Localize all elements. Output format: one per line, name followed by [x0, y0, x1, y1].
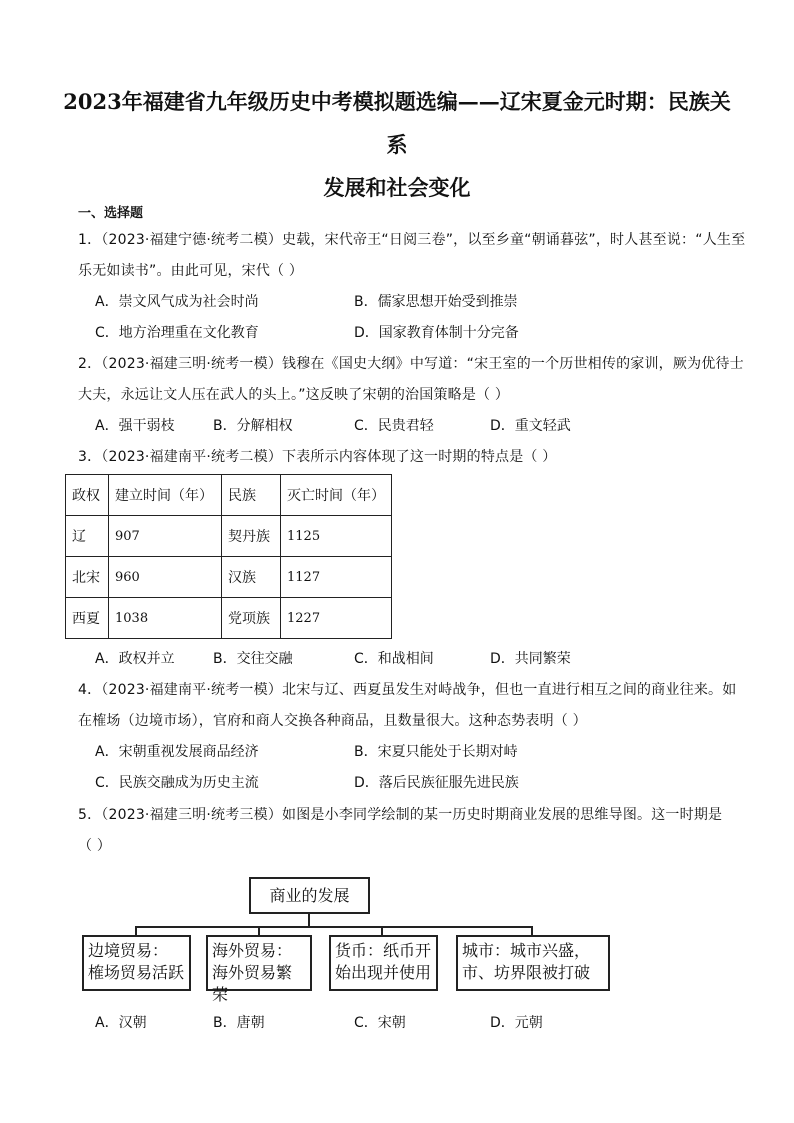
mindmap-branch-line: 边境贸易： [88, 941, 169, 960]
section-heading: 一、选择题 [78, 206, 144, 221]
q5-stem-line-2: （ ） [78, 838, 112, 854]
table-header-cell: 民族 [222, 475, 281, 516]
mindmap-branch-overseas-trade [206, 935, 312, 1004]
mindmap-root-label: 商业的发展 [269, 886, 350, 905]
q1-option-d[interactable]: D．国家教育体制十分完备 [354, 325, 519, 341]
q2-option-a[interactable]: A．强干弱枝 [95, 418, 175, 434]
q2-stem-line-1: 2．（2023·福建三明·统考一模）钱穆在《国史大纲》中写道：“宋王室的一个历世相传的家训，厥为优待士 [78, 356, 744, 372]
q5-option-b[interactable]: B．唐朝 [213, 1015, 265, 1031]
regime-table [65, 474, 392, 639]
q5-option-a[interactable]: A．汉朝 [95, 1015, 147, 1031]
table-cell: 907 [109, 516, 222, 557]
q3-option-b[interactable]: B．交往交融 [213, 651, 293, 667]
table-cell: 西夏 [66, 598, 109, 639]
table-cell: 汉族 [222, 557, 281, 598]
q4-stem-line-1: 4．（2023·福建南平·统考一模）北宋与辽、西夏虽发生对峙战争，但也一直进行相互之间的商业往来。如 [78, 682, 737, 698]
table-cell: 辽 [66, 516, 109, 557]
mindmap-branch-line: 海外贸易： [212, 941, 293, 960]
table-header-row [66, 475, 392, 516]
q1-option-c[interactable]: C．地方治理重在文化教育 [95, 325, 259, 341]
q5-stem-line-1: 5．（2023·福建三明·统考三模）如图是小李同学绘制的某一历史时期商业发展的思维导图。这一时期是 [78, 807, 723, 823]
q5-option-d[interactable]: D．元朝 [490, 1015, 543, 1031]
table-header-cell: 灭亡时间（年） [281, 475, 392, 516]
table-header-cell: 建立时间（年） [109, 475, 222, 516]
table-row [66, 598, 392, 639]
mindmap-branch-line: 榷场贸易活跃 [88, 963, 185, 982]
q4-option-c[interactable]: C．民族交融成为历史主流 [95, 775, 259, 791]
table-row [66, 516, 392, 557]
title-line-2: 发展和社会变化 [323, 175, 471, 200]
table-cell: 北宋 [66, 557, 109, 598]
mindmap-branch-line: 货币：纸币开 [335, 941, 432, 960]
q3-option-c[interactable]: C．和战相间 [354, 651, 434, 667]
table-cell: 1125 [281, 516, 392, 557]
mindmap-branch-currency [329, 935, 438, 991]
q2-stem-line-2: 大夫，永远让文人压在武人的头上。”这反映了宋朝的治国策略是（ ） [78, 387, 510, 403]
table-cell: 1127 [281, 557, 392, 598]
q3-option-d[interactable]: D．共同繁荣 [490, 651, 571, 667]
q2-option-d[interactable]: D．重文轻武 [490, 418, 571, 434]
mindmap-branch-line: 始出现并使用 [335, 963, 432, 982]
q1-stem-line-2: 乐无如读书”。由此可见，宋代（ ） [78, 263, 304, 279]
mindmap-branch-line: 城市：城市兴盛， [462, 941, 591, 960]
mindmap-branch-line: 市、坊界限被打破 [462, 963, 591, 982]
q3-stem-line-1: 3．（2023·福建南平·统考二模）下表所示内容体现了这一时期的特点是（ ） [78, 449, 557, 465]
q3-option-a[interactable]: A．政权并立 [95, 651, 175, 667]
document-title [60, 80, 734, 209]
q4-stem-line-2: 在榷场（边境市场），官府和商人交换各种商品，且数量很大。这种态势表明（ ） [78, 713, 587, 729]
title-line-1: 2023年福建省九年级历史中考模拟题选编——辽宋夏金元时期：民族关系 [63, 89, 731, 157]
q4-option-d[interactable]: D．落后民族征服先进民族 [354, 775, 519, 791]
q2-option-c[interactable]: C．民贵君轻 [354, 418, 434, 434]
mindmap-branch-border-trade [82, 935, 191, 991]
q5-option-c[interactable]: C．宋朝 [354, 1015, 406, 1031]
mindmap-branch-city [456, 935, 610, 991]
mindmap-branch-line: 海外贸易繁荣 [212, 963, 293, 1004]
table-cell: 1227 [281, 598, 392, 639]
table-cell: 党项族 [222, 598, 281, 639]
q1-option-a[interactable]: A．崇文风气成为社会时尚 [95, 294, 259, 310]
q1-option-b[interactable]: B．儒家思想开始受到推崇 [354, 294, 518, 310]
q2-option-b[interactable]: B．分解相权 [213, 418, 293, 434]
table-cell: 1038 [109, 598, 222, 639]
table-cell: 契丹族 [222, 516, 281, 557]
table-header-cell: 政权 [66, 475, 109, 516]
q1-stem-line-1: 1．（2023·福建宁德·统考二模）史载，宋代帝王“日阅三卷”，以至乡童“朝诵暮弦”，时人甚至说：“人生至 [78, 232, 746, 248]
mindmap-connector-bar [135, 926, 533, 928]
table-row [66, 557, 392, 598]
q4-option-b[interactable]: B．宋夏只能处于长期对峙 [354, 744, 518, 760]
q4-option-a[interactable]: A．宋朝重视发展商品经济 [95, 744, 259, 760]
table-cell: 960 [109, 557, 222, 598]
mindmap-root-box [249, 877, 370, 914]
